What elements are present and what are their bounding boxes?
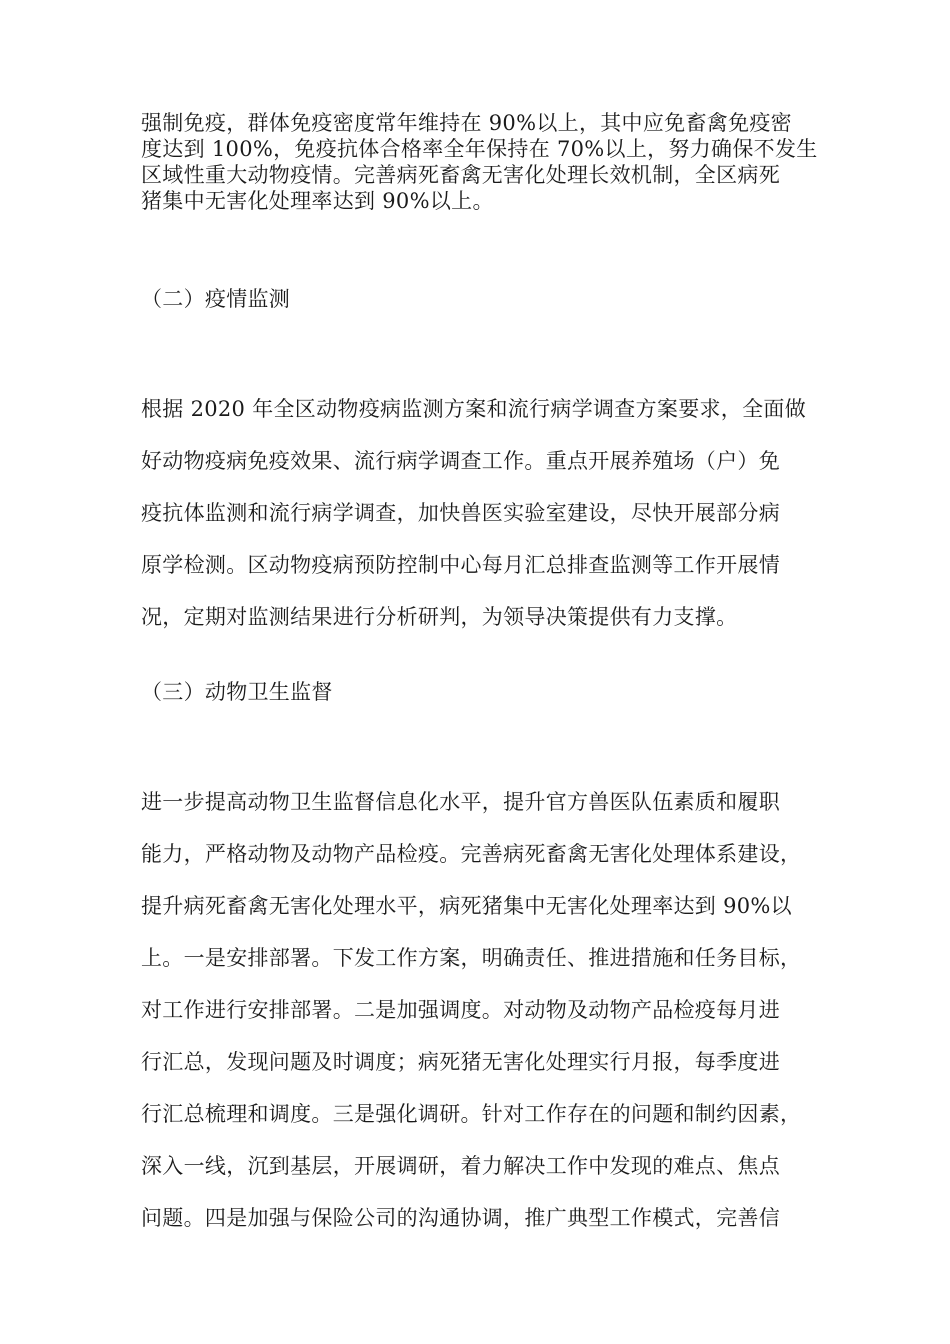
text-line: 度达到 100%，免疫抗体合格率全年保持在 70%以上，努力确保不发生 [141, 137, 818, 161]
text-line: 根据 2020 年全区动物疫病监测方案和流行病学调查方案要求，全面做 [141, 397, 806, 421]
section-heading-animal-health-supervision [141, 679, 831, 705]
text-line: 对工作进行安排部署。二是加强调度。对动物及动物产品检疫每月进 [141, 998, 780, 1022]
heading-text: （三）动物卫生监督 [141, 680, 333, 704]
text-line: 能力，严格动物及动物产品检疫。完善病死畜禽无害化处理体系建设， [141, 842, 802, 866]
text-line: 强制免疫，群体免疫密度常年维持在 90%以上，其中应免畜禽免疫密 [141, 111, 792, 135]
text-line: 疫抗体监测和流行病学调查，加快兽医实验室建设，尽快开展部分病 [141, 501, 780, 525]
text-line: 况，定期对监测结果进行分析研判，为领导决策提供有力支撑。 [141, 605, 738, 629]
paragraph-animal-health-supervision [141, 776, 831, 1244]
text-line: 好动物疫病免疫效果、流行病学调查工作。重点开展养殖场（户）免 [141, 449, 780, 473]
text-line: 进一步提高动物卫生监督信息化水平，提升官方兽医队伍素质和履职 [141, 790, 780, 814]
paragraph-epidemic-monitoring [141, 383, 831, 643]
text-line: 原学检测。区动物疫病预防控制中心每月汇总排查监测等工作开展情 [141, 553, 780, 577]
heading-text: （二）疫情监测 [141, 287, 291, 311]
text-line: 行汇总梳理和调度。三是强化调研。针对工作存在的问题和制约因素， [141, 1102, 802, 1126]
text-line: 上。一是安排部署。下发工作方案，明确责任、推进措施和任务目标， [141, 946, 802, 970]
text-line: 问题。四是加强与保险公司的沟通协调，推广典型工作模式，完善信 [141, 1206, 780, 1230]
text-line: 提升病死畜禽无害化处理水平，病死猪集中无害化处理率达到 90%以 [141, 894, 792, 918]
text-line: 猪集中无害化处理率达到 90%以上。 [141, 189, 494, 213]
text-line: 行汇总，发现问题及时调度；病死猪无害化处理实行月报，每季度进 [141, 1050, 780, 1074]
paragraph-immunization [141, 110, 831, 214]
section-heading-epidemic-monitoring [141, 286, 831, 312]
text-line: 深入一线，沉到基层，开展调研，着力解决工作中发现的难点、焦点 [141, 1154, 780, 1178]
text-line: 区域性重大动物疫情。完善病死畜禽无害化处理长效机制，全区病死 [141, 163, 780, 187]
